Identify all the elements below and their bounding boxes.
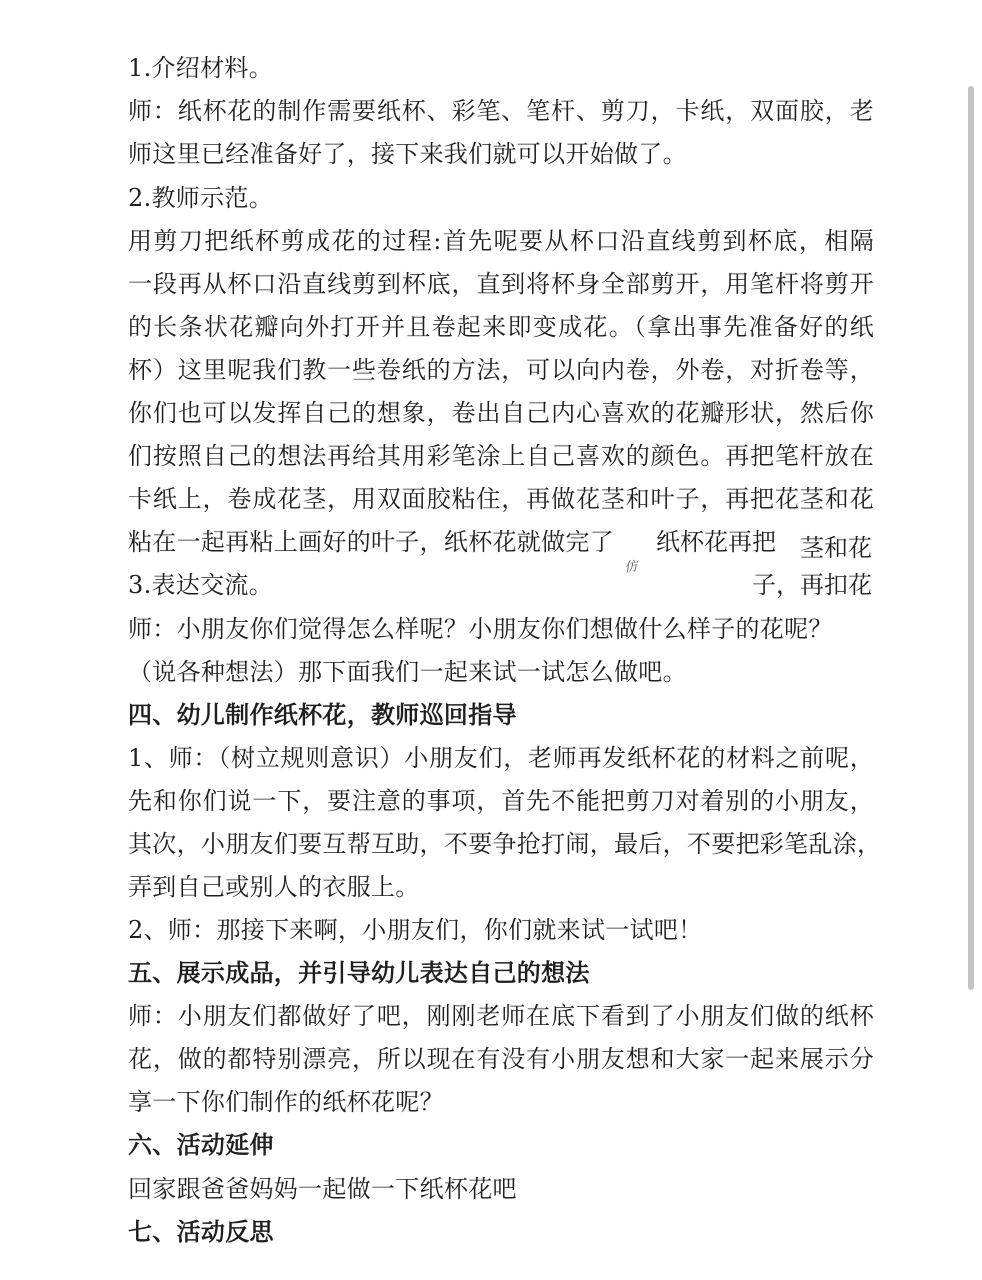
text-line: 其次，小朋友们要互帮互助，不要争抢打闹，最后，不要把彩笔乱涂， [128, 830, 882, 858]
text-line: 1.介绍材料。 [128, 54, 273, 82]
text-line: 2.教师示范。 [128, 184, 273, 212]
handwritten-scribble: 仿 [623, 559, 639, 576]
overlay-text: 茎和花 [800, 534, 872, 562]
text-line: 用剪刀把纸杯剪成花的过程:首先呢要从杯口沿直线剪到杯底，相隔 [128, 227, 874, 255]
text-line: 杯）这里呢我们教一些卷纸的方法，可以向内卷，外卷，对折卷等， [128, 356, 874, 384]
text-line: 弄到自己或别人的衣服上。 [128, 873, 420, 901]
text-line: 一段再从杯口沿直线剪到杯底，直到将杯身全部剪开，用笔杆将剪开 [128, 270, 874, 298]
section-heading: 四、幼儿制作纸杯花，教师巡回指导 [128, 700, 517, 729]
section-heading: 六、活动延伸 [128, 1130, 274, 1159]
text-line: 2、师：那接下来啊，小朋友们，你们就来试一试吧！ [128, 916, 703, 944]
text-line: 的长条状花瓣向外打开并且卷起来即变成花。（拿出事先准备好的纸 [128, 313, 874, 341]
text-line: 师：纸杯花的制作需要纸杯、彩笔、笔杆、剪刀，卡纸，双面胶，老 [128, 97, 874, 125]
vertical-scrollbar[interactable] [968, 86, 974, 990]
section-heading: 七、活动反思 [128, 1217, 274, 1246]
text-line: 师：小朋友你们觉得怎么样呢？小朋友你们想做什么样子的花呢？ [128, 615, 833, 643]
text-line: 回家跟爸爸妈妈一起做一下纸杯花吧 [128, 1175, 517, 1203]
text-line: 师这里已经准备好了，接下来我们就可以开始做了。 [128, 140, 687, 168]
text-line: 花，做的都特别漂亮，所以现在有没有小朋友想和大家一起来展示分 [128, 1045, 874, 1073]
section-heading: 五、展示成品，并引导幼儿表达自己的想法 [128, 958, 590, 987]
text-line: 享一下你们制作的纸杯花呢？ [128, 1088, 444, 1116]
text-line: 师：小朋友们都做好了吧，刚刚老师在底下看到了小朋友们做的纸杯 [128, 1002, 874, 1030]
overlay-text: 子，再扣花 [752, 571, 872, 599]
text-line: 们按照自己的想法再给其用彩笔涂上自己喜欢的颜色。再把笔杆放在 [128, 442, 874, 470]
text-line: 粘在一起再粘上画好的叶子，纸杯花就做完了 [128, 528, 614, 556]
text-line: （说各种想法）那下面我们一起来试一试怎么做吧。 [128, 658, 687, 686]
text-line: 1、师：（树立规则意识）小朋友们，老师再发纸杯花的材料之前呢， [128, 744, 874, 772]
text-line: 3.表达交流。 [128, 571, 273, 599]
text-line: 先和你们说一下，要注意的事项，首先不能把剪刀对着别的小朋友， [128, 787, 874, 815]
text-line: 你们也可以发挥自己的想象，卷出自己内心喜欢的花瓣形状，然后你 [128, 399, 874, 427]
text-line: 卡纸上，卷成花茎，用双面胶粘住，再做花茎和叶子，再把花茎和花 [128, 485, 874, 513]
overlay-text: 纸杯花再把 [656, 528, 776, 556]
